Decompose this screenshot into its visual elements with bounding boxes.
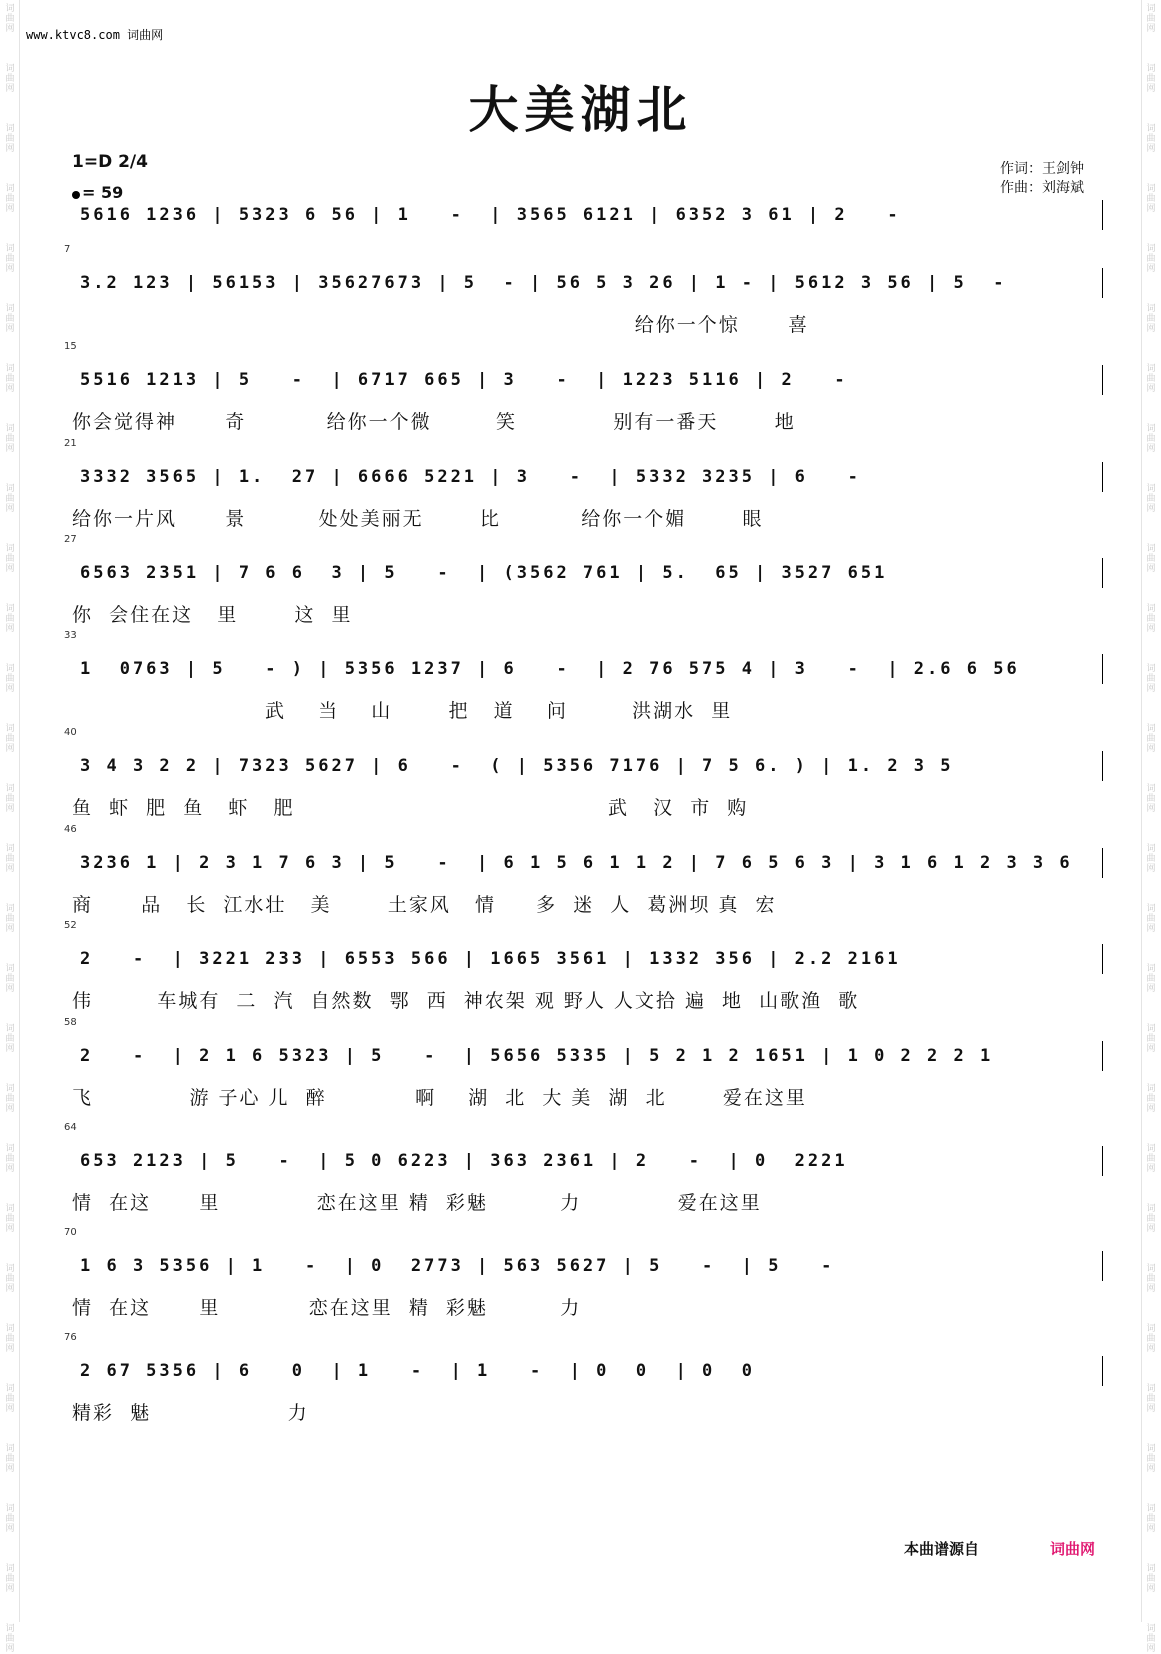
watermark-text: 词 曲 网: [1146, 1624, 1156, 1654]
watermark-text: 词 曲 网: [5, 1204, 15, 1234]
end-barline: [1102, 1356, 1103, 1386]
left-border-line: [19, 0, 20, 1622]
watermark-text: 词 曲 网: [1146, 424, 1156, 454]
site-header: www.ktvc8.com 词曲网: [26, 28, 164, 42]
watermark-text: 词 曲 网: [5, 1084, 15, 1114]
footer-source-note: 本曲谱源自: [904, 1540, 980, 1558]
end-barline: [1102, 365, 1103, 395]
watermark-text: 词 曲 网: [1146, 964, 1156, 994]
watermark-text: 词 曲 网: [5, 784, 15, 814]
watermark-text: 词 曲 网: [1146, 1264, 1156, 1294]
lyrics-line: 你 会住在这 里 这 里: [72, 604, 353, 626]
measure-number: 27: [64, 534, 77, 545]
watermark-text: 词 曲 网: [5, 1624, 15, 1654]
watermark-text: 词 曲 网: [5, 844, 15, 874]
measure-number: 70: [64, 1227, 77, 1238]
watermark-text: 词 曲 网: [5, 544, 15, 574]
song-title: 大美湖北: [468, 80, 693, 139]
jianpu-notes: 5516 1213 | 5 - | 6717 665 | 3 - | 1223 5116 | 2 -: [80, 370, 848, 390]
watermark-text: 词 曲 网: [5, 1024, 15, 1054]
end-barline: [1102, 1041, 1103, 1071]
measure-number: 64: [64, 1122, 77, 1133]
end-barline: [1102, 944, 1103, 974]
jianpu-notes: 2 - | 3221 233 | 6553 566 | 1665 3561 | 1332 356 | 2.2 2161: [80, 949, 901, 969]
watermark-text: 词 曲 网: [1146, 844, 1156, 874]
measure-number: 46: [64, 824, 77, 835]
credits: [1000, 160, 1084, 198]
lyrics-line: 情 在这 里 恋在这里 精 彩魅 力 爱在这里: [72, 1192, 762, 1214]
watermark-text: 词 曲 网: [1146, 1504, 1156, 1534]
end-barline: [1102, 200, 1103, 230]
lyrics-line: 武 当 山 把 道 问 洪湖水 里: [72, 700, 733, 722]
watermark-text: 词 曲 网: [5, 124, 15, 154]
watermark-text: 词 曲 网: [5, 1444, 15, 1474]
end-barline: [1102, 268, 1103, 298]
watermark-text: 词 曲 网: [5, 1504, 15, 1534]
watermark-text: 词 曲 网: [1146, 664, 1156, 694]
jianpu-notes: 1 0763 | 5 - ) | 5356 1237 | 6 - | 2 76 575 4 | 3 - | 2.6 6 56: [80, 659, 1020, 679]
watermark-text: 词 曲 网: [5, 484, 15, 514]
measure-number: 76: [64, 1332, 77, 1343]
footer-brand: 词曲网: [1050, 1540, 1096, 1558]
measure-number: 40: [64, 727, 77, 738]
watermark-text: 词 曲 网: [5, 724, 15, 754]
watermark-text: 词 曲 网: [1146, 124, 1156, 154]
watermark-text: 词 曲 网: [1146, 1384, 1156, 1414]
watermark-text: 词 曲 网: [5, 1144, 15, 1174]
lyrics-line: 伟 车城有 二 汽 自然数 鄂 西 神农架 观 野人 人文拾 遍 地 山歌渔 歌: [72, 990, 860, 1012]
jianpu-notes: 5616 1236 | 5323 6 56 | 1 - | 3565 6121 | 6352 3 61 | 2 -: [80, 205, 901, 225]
watermark-text: 词 曲 网: [1146, 304, 1156, 334]
jianpu-notes: 3 4 3 2 2 | 7323 5627 | 6 - ( | 5356 7176 | 7 5 6. ) | 1. 2 3 5: [80, 756, 954, 776]
key-signature: 1=D 2/4: [72, 152, 148, 172]
watermark-text: 词 曲 网: [1146, 1564, 1156, 1594]
end-barline: [1102, 558, 1103, 588]
lyricist: 作词：王剑钟: [1000, 161, 1084, 177]
right-watermark-strip: [1141, 0, 1161, 1654]
end-barline: [1102, 654, 1103, 684]
watermark-text: 词 曲 网: [1146, 244, 1156, 274]
watermark-text: 词 曲 网: [5, 304, 15, 334]
watermark-text: 词 曲 网: [1146, 364, 1156, 394]
watermark-text: 词 曲 网: [1146, 1444, 1156, 1474]
end-barline: [1102, 848, 1103, 878]
composer: 作曲：刘海斌: [1000, 180, 1084, 196]
measure-number: 33: [64, 630, 77, 641]
lyrics-line: 鱼 虾 肥 鱼 虾 肥 武 汉 市 购: [72, 797, 749, 819]
lyrics-line: 你会觉得神 奇 给你一个微 笑 别有一番天 地: [72, 411, 796, 433]
end-barline: [1102, 1146, 1103, 1176]
watermark-text: 词 曲 网: [5, 64, 15, 94]
watermark-text: 词 曲 网: [5, 364, 15, 394]
lyrics-line: 情 在这 里 恋在这里 精 彩魅 力: [72, 1297, 582, 1319]
measure-number: 58: [64, 1017, 77, 1028]
right-border-line: [1141, 0, 1142, 1622]
jianpu-notes: 6563 2351 | 7 6 6 3 | 5 - | (3562 761 | 5. 65 | 3527 651: [80, 563, 888, 583]
watermark-text: 词 曲 网: [1146, 1144, 1156, 1174]
watermark-text: 词 曲 网: [5, 964, 15, 994]
end-barline: [1102, 1251, 1103, 1281]
watermark-text: 词 曲 网: [1146, 1084, 1156, 1114]
watermark-text: 词 曲 网: [5, 604, 15, 634]
watermark-text: 词 曲 网: [1146, 724, 1156, 754]
watermark-text: 词 曲 网: [5, 424, 15, 454]
measure-number: 7: [64, 244, 71, 255]
watermark-text: 词 曲 网: [5, 4, 15, 34]
watermark-text: 词 曲 网: [5, 1564, 15, 1594]
watermark-text: 词 曲 网: [1146, 1324, 1156, 1354]
watermark-text: 词 曲 网: [1146, 544, 1156, 574]
tempo-value: = 59: [82, 183, 124, 202]
jianpu-notes: 3.2 123 | 56153 | 35627673 | 5 - | 56 5 3 26 | 1 - | 5612 3 56 | 5 -: [80, 273, 1007, 293]
watermark-text: 词 曲 网: [1146, 784, 1156, 814]
watermark-text: 词 曲 网: [5, 664, 15, 694]
jianpu-notes: 2 - | 2 1 6 5323 | 5 - | 5656 5335 | 5 2 1 2 1651 | 1 0 2 2 2 1: [80, 1046, 994, 1066]
watermark-text: 词 曲 网: [1146, 64, 1156, 94]
watermark-text: 词 曲 网: [1146, 184, 1156, 214]
end-barline: [1102, 751, 1103, 781]
watermark-text: 词 曲 网: [1146, 4, 1156, 34]
jianpu-notes: 3332 3565 | 1. 27 | 6666 5221 | 3 - | 5332 3235 | 6 -: [80, 467, 861, 487]
quarter-note-icon: [72, 191, 80, 199]
watermark-text: 词 曲 网: [5, 904, 15, 934]
jianpu-notes: 2 67 5356 | 6 0 | 1 - | 1 - | 0 0 | 0 0: [80, 1361, 755, 1381]
measure-number: 15: [64, 341, 77, 352]
jianpu-notes: 653 2123 | 5 - | 5 0 6223 | 363 2361 | 2 - | 0 2221: [80, 1151, 848, 1171]
watermark-text: 词 曲 网: [5, 1384, 15, 1414]
lyrics-line: 商 品 长 江水壮 美 土家风 情 多 迷 人 葛洲坝 真 宏: [72, 894, 777, 916]
watermark-text: 词 曲 网: [5, 1264, 15, 1294]
lyrics-line: 精彩 魅 力: [72, 1402, 309, 1424]
watermark-text: 词 曲 网: [5, 244, 15, 274]
watermark-text: 词 曲 网: [1146, 604, 1156, 634]
watermark-text: 词 曲 网: [1146, 1204, 1156, 1234]
lyrics-line: 给你一片风 景 处处美丽无 比 给你一个媚 眼: [72, 508, 764, 530]
measure-number: 52: [64, 920, 77, 931]
measure-number: 21: [64, 438, 77, 449]
lyrics-line: 给你一个惊 喜: [72, 314, 810, 336]
watermark-text: 词 曲 网: [1146, 904, 1156, 934]
left-watermark-strip: [0, 0, 20, 1654]
watermark-text: 词 曲 网: [5, 184, 15, 214]
watermark-text: 词 曲 网: [5, 1324, 15, 1354]
jianpu-notes: 1 6 3 5356 | 1 - | 0 2773 | 563 5627 | 5 - | 5 -: [80, 1256, 835, 1276]
end-barline: [1102, 462, 1103, 492]
watermark-text: 词 曲 网: [1146, 1024, 1156, 1054]
watermark-text: 词 曲 网: [1146, 484, 1156, 514]
lyrics-line: 飞 游 子心 儿 醉 啊 湖 北 大 美 湖 北 爱在这里: [72, 1087, 807, 1109]
tempo-marking: [72, 183, 123, 202]
jianpu-notes: 3236 1 | 2 3 1 7 6 3 | 5 - | 6 1 5 6 1 1 2 | 7 6 5 6 3 | 3 1 6 1 2 3 3 6: [80, 853, 1073, 873]
